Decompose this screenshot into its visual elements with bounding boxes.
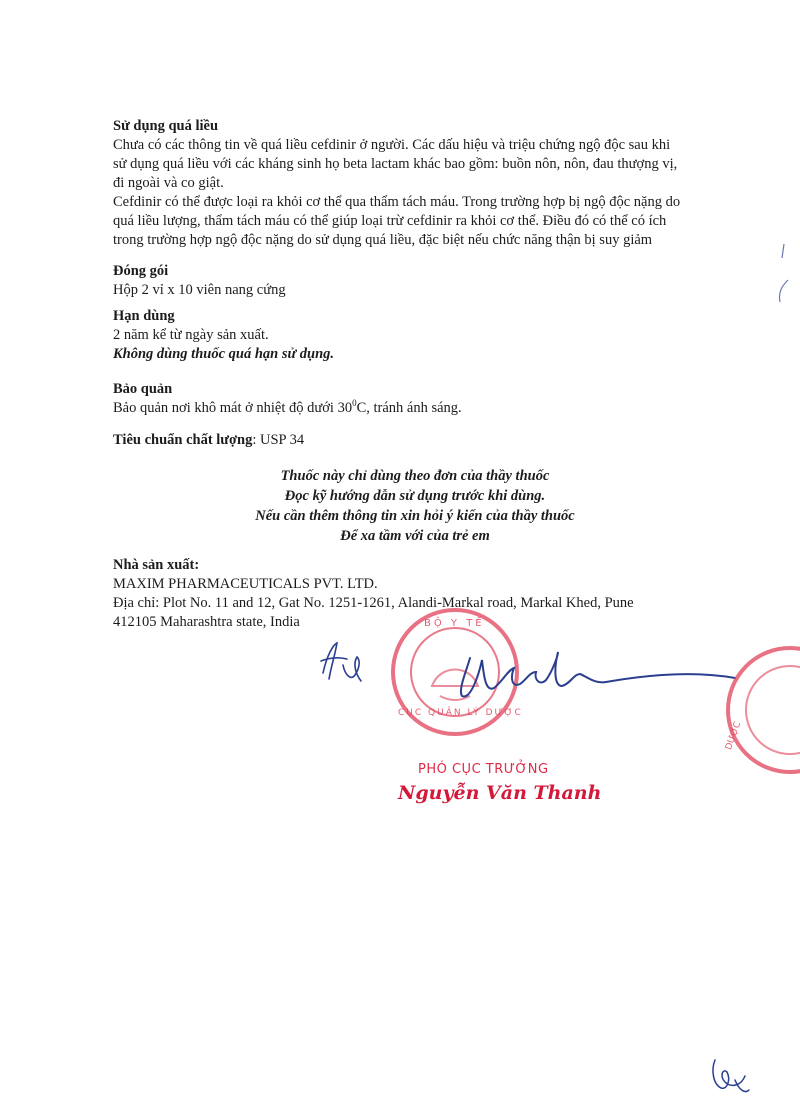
overdose-line: Cefdinir có thể được loại ra khỏi cơ thể qua thẩm tách máu. Trong trường hợp bị ngộ độc nặng do [113,194,681,210]
overdose-line: sử dụng quá liều với các kháng sinh họ beta lactam khác bao gồm: buồn nôn, nôn, đau thượng vị, [113,156,678,172]
overdose-line: quá liều lượng, thẩm tách máu có thể giúp loại trừ cefdinir ra khỏi cơ thể. Điều đó có thể có ích [113,213,667,229]
section-quality [113,431,753,450]
page-initial-icon [705,1050,755,1100]
manufacturer-name: MAXIM PHARMACEUTICALS PVT. LTD. [113,576,378,592]
notice-line: Nếu cần thêm thông tin xin hỏi ý kiến của thầy thuốc [255,508,575,524]
section-title-overdose: Sử dụng quá liều [113,118,219,134]
manufacturer-address: 412105 Maharashtra state, India [113,614,300,630]
degree-sup: 0 [352,398,357,409]
overdose-line: Chưa có các thông tin về quá liều cefdinir ở người. Các dấu hiệu và triệu chứng ngộ độc sau khi [113,137,671,153]
signatory-position: PHÓ CỤC TRƯỞNG [418,762,549,777]
packaging-text: Hộp 2 vỉ x 10 viên nang cứng [113,282,286,298]
side-stamp-icon [700,640,800,780]
quality-line [113,431,753,450]
notice-line: Thuốc này chỉ dùng theo đơn của thầy thuốc [280,468,550,484]
signatory-name: Nguyễn Văn Thanh [398,782,602,804]
storage-text-before: Bảo quản nơi khô mát ở nhiệt độ dưới 30 [113,400,353,416]
director-signature-icon [440,638,740,708]
section-title-shelf-life: Hạn dùng [113,308,175,324]
side-stamp-text: DƯỢC [724,720,744,752]
edge-scribble-icon [770,240,795,310]
section-overdose [113,117,753,250]
overdose-line: trong trường hợp ngộ độc nặng do sử dụng quá liều, đặc biệt nếu chức năng thận bị suy giảm [113,232,653,248]
notice-line: Để xa tầm với của trẻ em [340,528,490,544]
notice-line: Đọc kỹ hướng dẫn sử dụng trước khi dùng. [284,488,546,504]
section-packaging [113,262,753,300]
storage-text [113,399,753,418]
overdose-line: đi ngoài và co giật. [113,175,224,191]
notices-block [170,466,660,546]
section-title-manufacturer: Nhà sản xuất: [113,557,200,573]
stamp-top-text: BỘ Y TẾ [424,618,485,629]
section-storage [113,380,753,418]
expiry-warning: Không dùng thuốc quá hạn sử dụng. [113,346,335,362]
section-title-packaging: Đóng gói [113,263,169,279]
storage-text-after: C, tránh ánh sáng. [356,400,462,416]
initial-signature-icon [315,635,375,690]
section-title-quality: Tiêu chuẩn chất lượng [113,432,253,448]
manufacturer-address: Địa chỉ: Plot No. 11 and 12, Gat No. 1251-1261, Alandi-Markal road, Markal Khed, Pune [113,595,634,611]
section-title-storage: Bảo quản [113,381,173,397]
stamp-bottom-text: CỤC QUẢN LÝ DƯỢC [398,708,523,718]
quality-value: : USP 34 [252,432,305,448]
section-shelf-life [113,307,753,364]
shelf-life-text: 2 năm kể từ ngày sản xuất. [113,327,269,343]
